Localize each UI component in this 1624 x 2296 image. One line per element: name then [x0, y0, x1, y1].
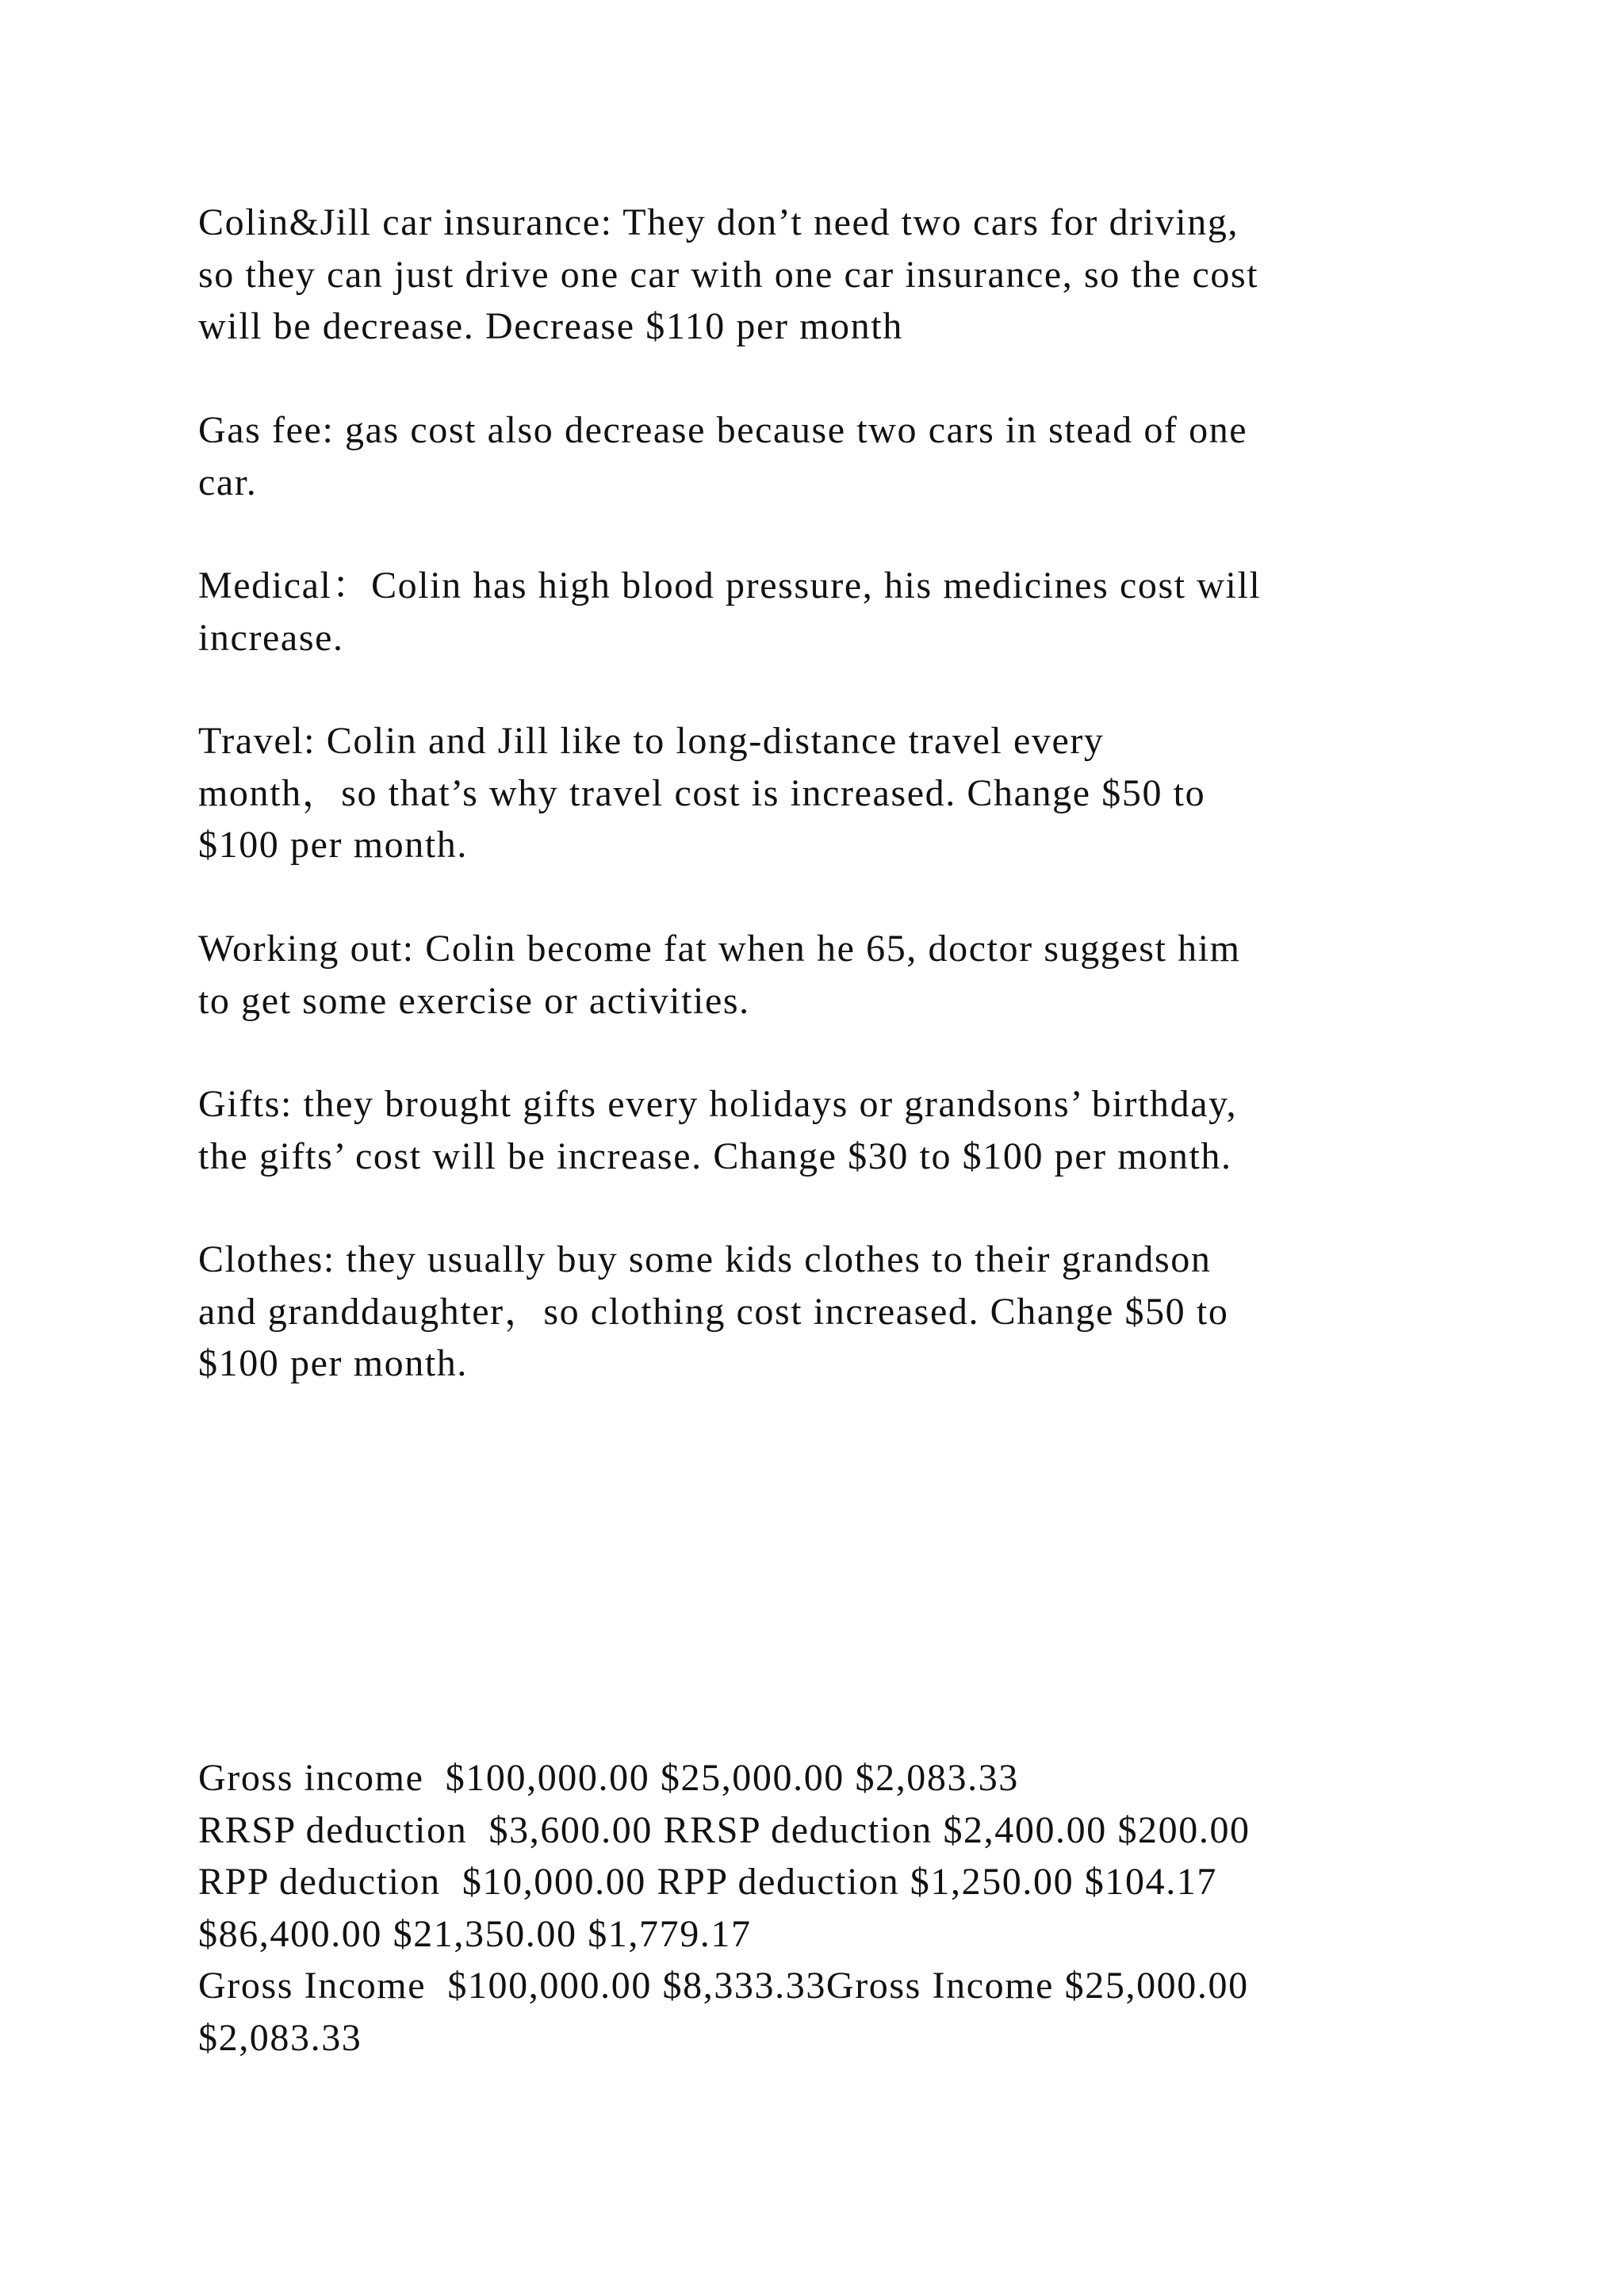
text-line: $100 per month.: [198, 824, 468, 866]
text-line: will be decrease. Decrease $110 per month: [198, 305, 903, 347]
table-line: $2,083.33: [198, 2016, 362, 2059]
text-line: to get some exercise or activities.: [198, 979, 750, 1022]
paragraph-car-insurance: [198, 197, 1435, 353]
table-line: $86,400.00 $21,350.00 $1,779.17: [198, 1912, 752, 1955]
income-deduction-table-text: [198, 1752, 1435, 2064]
text-line: the gifts’ cost will be increase. Change $30 to $100 per month.: [198, 1135, 1232, 1177]
text-line: month，so that’s why travel cost is increased. Change $50 to: [198, 771, 1206, 814]
paragraph-clothes: [198, 1234, 1435, 1390]
paragraph-gas-fee: [198, 404, 1435, 508]
table-line: Gross income $100,000.00 $25,000.00 $2,083.33: [198, 1757, 1019, 1799]
text-line: Colin&Jill car insurance: They don’t need two cars for driving,: [198, 201, 1239, 243]
text-line: Clothes: they usually buy some kids clothes to their grandson: [198, 1238, 1212, 1280]
text-line: $100 per month.: [198, 1342, 468, 1384]
text-line: Gas fee: gas cost also decrease because two cars in stead of one: [198, 409, 1248, 451]
text-line: car.: [198, 461, 258, 503]
text-line: Medical：Colin has high blood pressure, his medicines cost will: [198, 564, 1262, 607]
text-line: so they can just drive one car with one car insurance, so the cost: [198, 253, 1259, 296]
table-line: RRSP deduction $3,600.00 RRSP deduction $2,400.00 $200.00: [198, 1808, 1251, 1851]
text-line: increase.: [198, 616, 344, 659]
text-line: Working out: Colin become fat when he 65, doctor suggest him: [198, 928, 1241, 970]
paragraph-working-out: [198, 923, 1435, 1027]
table-line: Gross Income $100,000.00 $8,333.33Gross Income $25,000.00: [198, 1965, 1249, 2007]
paragraph-gifts: [198, 1078, 1435, 1182]
paragraph-travel: [198, 715, 1435, 871]
text-line: and granddaughter，so clothing cost increased. Change $50 to: [198, 1290, 1229, 1333]
table-line: RPP deduction $10,000.00 RPP deduction $1,250.00 $104.17: [198, 1861, 1218, 1903]
text-line: Travel: Colin and Jill like to long-distance travel every: [198, 720, 1105, 762]
paragraph-medical: [198, 560, 1435, 664]
text-line: Gifts: they brought gifts every holidays or grandsons’ birthday,: [198, 1083, 1238, 1125]
